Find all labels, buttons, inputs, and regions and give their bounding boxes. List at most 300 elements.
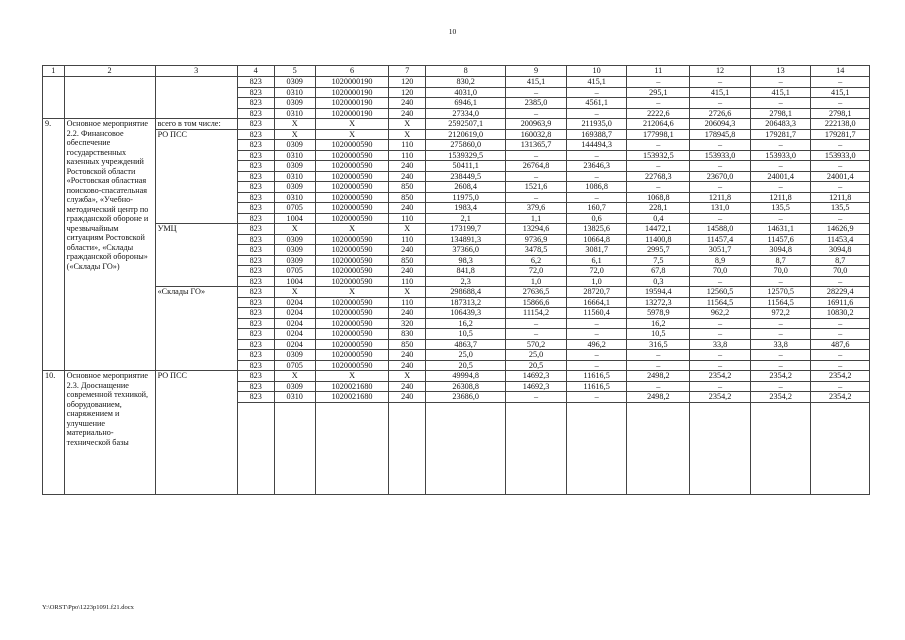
cell-col-12: 23670,0 [690,171,751,182]
cell-col-13: 972,2 [750,308,811,319]
cell-col-6: 1020000590 [315,266,389,277]
cell-col-5: 0204 [274,308,315,319]
cell-col-4: 823 [237,308,274,319]
cell-col-10: 211935,0 [566,119,627,130]
cell-col-12: – [690,276,751,287]
cell-col-7: 240 [389,171,426,182]
cell-col-13: – [750,360,811,371]
cell-col-14: 28229,4 [811,287,870,298]
cell-col-5: Х [274,119,315,130]
cell-col-11: 67,8 [627,266,690,277]
continued-name-cell [64,77,155,119]
cell-col-9: 14692,3 [506,371,567,382]
cell-col-9: 26764,8 [506,161,567,172]
cell-col-11: 10,5 [627,329,690,340]
cell-col-9: – [506,329,567,340]
cell-col-8: 49994,8 [426,371,506,382]
cell-col-9: 570,2 [506,339,567,350]
cell-col-12: 14588,0 [690,224,751,235]
cell-col-4: 823 [237,161,274,172]
cell-col-4: 823 [237,255,274,266]
cell-col-11: 0,4 [627,213,690,224]
cell-col-6: 1020000590 [315,150,389,161]
cell-col-14: 2354,2 [811,371,870,382]
item-number: 10. [43,371,65,495]
table-row [43,371,870,382]
cell-col-8: 841,8 [426,266,506,277]
cell-col-14: 135,5 [811,203,870,214]
cell-col-4: 823 [237,150,274,161]
empty-cell [750,402,811,494]
cell-col-10: 28720,7 [566,287,627,298]
column-number-14: 14 [811,66,870,77]
cell-col-7: Х [389,119,426,130]
cell-col-7: 850 [389,182,426,193]
cell-col-10: – [566,360,627,371]
cell-col-7: 240 [389,308,426,319]
cell-col-10: 1086,8 [566,182,627,193]
cell-col-13: – [750,182,811,193]
empty-cell [274,402,315,494]
cell-col-7: 320 [389,318,426,329]
cell-col-10: 23646,3 [566,161,627,172]
cell-col-4: 823 [237,129,274,140]
cell-col-10: – [566,108,627,119]
cell-col-13: 153933,0 [750,150,811,161]
cell-col-4: 823 [237,182,274,193]
cell-col-4: 823 [237,77,274,88]
cell-col-14: 14626,9 [811,224,870,235]
cell-col-8: 27334,0 [426,108,506,119]
item-name: Основное мероприятие 2.3. Дооснащение современной техникой, оборудованием, снаряжением и улучшение материально-технической базы [64,371,155,495]
cell-col-5: 0705 [274,360,315,371]
cell-col-8: 98,3 [426,255,506,266]
source-label: РО ПСС [155,129,237,224]
cell-col-11: – [627,182,690,193]
cell-col-9: 6,2 [506,255,567,266]
cell-col-8: 2608,4 [426,182,506,193]
cell-col-12: – [690,182,751,193]
cell-col-7: 110 [389,276,426,287]
cell-col-6: 1020000590 [315,182,389,193]
cell-col-12: 8,9 [690,255,751,266]
cell-col-11: – [627,381,690,392]
cell-col-9: – [506,108,567,119]
cell-col-5: Х [274,129,315,140]
cell-col-14: – [811,329,870,340]
cell-col-10: 160,7 [566,203,627,214]
cell-col-6: 1020000590 [315,203,389,214]
cell-col-13: – [750,77,811,88]
cell-col-7: 110 [389,234,426,245]
cell-col-5: 0309 [274,140,315,151]
cell-col-13: – [750,318,811,329]
cell-col-11: 0,3 [627,276,690,287]
cell-col-14: – [811,182,870,193]
cell-col-13: 206483,3 [750,119,811,130]
cell-col-12: 1211,8 [690,192,751,203]
cell-col-6: Х [315,371,389,382]
cell-col-10: – [566,192,627,203]
cell-col-9: – [506,87,567,98]
cell-col-11: 295,1 [627,87,690,98]
cell-col-14: – [811,318,870,329]
cell-col-14: 1211,8 [811,192,870,203]
cell-col-10: – [566,350,627,361]
cell-col-14: – [811,381,870,392]
cell-col-12: – [690,77,751,88]
cell-col-7: 110 [389,140,426,151]
cell-col-5: 0309 [274,255,315,266]
cell-col-7: 830 [389,329,426,340]
item-number: 9. [43,119,65,371]
cell-col-9: 13294,6 [506,224,567,235]
table-row [43,287,870,298]
cell-col-11: 1068,8 [627,192,690,203]
column-number-8: 8 [426,66,506,77]
cell-col-11: 16,2 [627,318,690,329]
cell-col-11: 22768,3 [627,171,690,182]
cell-col-7: 240 [389,203,426,214]
cell-col-13: 12570,5 [750,287,811,298]
cell-col-12: – [690,360,751,371]
cell-col-12: 11457,4 [690,234,751,245]
cell-col-8: 10,5 [426,329,506,340]
cell-col-9: 15866,6 [506,297,567,308]
cell-col-10: 4561,1 [566,98,627,109]
cell-col-4: 823 [237,245,274,256]
cell-col-6: Х [315,129,389,140]
cell-col-6: 1020000590 [315,192,389,203]
source-label-total: всего в том числе: [155,119,237,130]
cell-col-9: 9736,9 [506,234,567,245]
cell-col-11: 13272,3 [627,297,690,308]
cell-col-4: 823 [237,297,274,308]
cell-col-11: 5978,9 [627,308,690,319]
cell-col-9: 11154,2 [506,308,567,319]
cell-col-12: – [690,350,751,361]
cell-col-5: 0204 [274,339,315,350]
column-number-5: 5 [274,66,315,77]
cell-col-4: 823 [237,360,274,371]
cell-col-9: – [506,192,567,203]
cell-col-12: 415,1 [690,87,751,98]
empty-cell [389,402,426,494]
cell-col-11: – [627,98,690,109]
column-number-11: 11 [627,66,690,77]
cell-col-6: 1020000590 [315,308,389,319]
cell-col-13: 70,0 [750,266,811,277]
cell-col-8: 11975,0 [426,192,506,203]
cell-col-12: – [690,318,751,329]
cell-col-13: – [750,98,811,109]
cell-col-4: 823 [237,318,274,329]
cell-col-13: 415,1 [750,87,811,98]
cell-col-13: – [750,381,811,392]
cell-col-5: 0705 [274,203,315,214]
cell-col-4: 823 [237,98,274,109]
cell-col-7: 240 [389,161,426,172]
column-number-9: 9 [506,66,567,77]
cell-col-6: 1020000590 [315,161,389,172]
column-number-3: 3 [155,66,237,77]
cell-col-6: 1020000190 [315,87,389,98]
cell-col-10: 169388,7 [566,129,627,140]
cell-col-13: 11457,6 [750,234,811,245]
cell-col-12: – [690,140,751,151]
column-number-1: 1 [43,66,65,77]
cell-col-14: 3094,8 [811,245,870,256]
cell-col-14: 70,0 [811,266,870,277]
cell-col-12: 11564,5 [690,297,751,308]
cell-col-6: Х [315,119,389,130]
cell-col-7: 110 [389,297,426,308]
cell-col-8: 16,2 [426,318,506,329]
cell-col-14: 8,7 [811,255,870,266]
cell-col-7: 240 [389,381,426,392]
cell-col-9: 2385,0 [506,98,567,109]
cell-col-8: 298688,4 [426,287,506,298]
cell-col-5: 0204 [274,329,315,340]
cell-col-8: 1539329,5 [426,150,506,161]
cell-col-6: Х [315,287,389,298]
continued-source-cell [155,77,237,119]
cell-col-9: – [506,171,567,182]
cell-col-4: 823 [237,371,274,382]
cell-col-10: 496,2 [566,339,627,350]
cell-col-12: 2354,2 [690,371,751,382]
cell-col-4: 823 [237,234,274,245]
empty-cell [315,402,389,494]
cell-col-7: 850 [389,339,426,350]
file-path-footer: Y:\ORST\Ppo\1223p1091.f21.docx [42,604,134,611]
cell-col-11: 153932,5 [627,150,690,161]
cell-col-8: 1983,4 [426,203,506,214]
cell-col-11: 2498,2 [627,371,690,382]
cell-col-4: 823 [237,171,274,182]
cell-col-8: 2,3 [426,276,506,287]
cell-col-7: 240 [389,108,426,119]
empty-cell [690,402,751,494]
cell-col-14: 222138,0 [811,119,870,130]
cell-col-5: 0310 [274,171,315,182]
cell-col-4: 823 [237,140,274,151]
cell-col-13: – [750,161,811,172]
cell-col-5: 0309 [274,234,315,245]
table-row [43,119,870,130]
cell-col-14: – [811,98,870,109]
cell-col-6: 1020000590 [315,329,389,340]
cell-col-10: 13825,6 [566,224,627,235]
cell-col-6: 1020000590 [315,171,389,182]
cell-col-8: 106439,3 [426,308,506,319]
cell-col-8: 26308,8 [426,381,506,392]
cell-col-7: 240 [389,98,426,109]
cell-col-14: 24001,4 [811,171,870,182]
cell-col-6: 1020000590 [315,245,389,256]
cell-col-7: 240 [389,392,426,403]
cell-col-12: 153933,0 [690,150,751,161]
cell-col-13: 14631,1 [750,224,811,235]
empty-cell [237,402,274,494]
item-name: Основное мероприятие 2.2. Финансовое обеспечение государственных казенных учреждений Ростовской области «Ростовская областная поисково-спасательная служба», «Учебно-методический центр по гражданской обороне и чрезвычайным ситуациям Ростовской области», «Склады гражданской обороны» («Склады ГО») [64,119,155,371]
cell-col-8: 238449,5 [426,171,506,182]
cell-col-12: 33,8 [690,339,751,350]
cell-col-9: 415,1 [506,77,567,88]
cell-col-4: 823 [237,339,274,350]
cell-col-13: 135,5 [750,203,811,214]
cell-col-7: 120 [389,77,426,88]
cell-col-5: 0309 [274,245,315,256]
column-number-row [43,66,870,77]
cell-col-4: 823 [237,276,274,287]
cell-col-9: 14692,3 [506,381,567,392]
cell-col-9: 200963,9 [506,119,567,130]
cell-col-12: 12560,5 [690,287,751,298]
cell-col-14: 2798,1 [811,108,870,119]
cell-col-7: 110 [389,213,426,224]
cell-col-6: 1020000190 [315,77,389,88]
cell-col-10: – [566,329,627,340]
cell-col-5: 0204 [274,318,315,329]
cell-col-6: 1020000590 [315,276,389,287]
column-number-2: 2 [64,66,155,77]
cell-col-13: 179281,7 [750,129,811,140]
cell-col-4: 823 [237,381,274,392]
cell-col-5: 0309 [274,350,315,361]
source-label: «Склады ГО» [155,287,237,371]
cell-col-11: – [627,140,690,151]
cell-col-6: 1020021680 [315,381,389,392]
continued-num-cell [43,77,65,119]
empty-cell [811,402,870,494]
cell-col-4: 823 [237,392,274,403]
table-row [43,129,870,140]
cell-col-8: 2592507,1 [426,119,506,130]
cell-col-9: – [506,318,567,329]
table-row [43,224,870,235]
cell-col-6: 1020000190 [315,98,389,109]
cell-col-6: 1020000590 [315,339,389,350]
cell-col-10: 11616,5 [566,371,627,382]
cell-col-14: 179281,7 [811,129,870,140]
cell-col-13: – [750,213,811,224]
cell-col-10: – [566,318,627,329]
column-number-7: 7 [389,66,426,77]
cell-col-9: 379,6 [506,203,567,214]
cell-col-14: – [811,276,870,287]
cell-col-12: – [690,381,751,392]
cell-col-7: Х [389,224,426,235]
cell-col-9: – [506,392,567,403]
source-label: УМЦ [155,224,237,287]
cell-col-5: Х [274,224,315,235]
cell-col-10: 1,0 [566,276,627,287]
cell-col-10: – [566,150,627,161]
cell-col-10: 11560,4 [566,308,627,319]
cell-col-10: 3081,7 [566,245,627,256]
cell-col-9: 3478,5 [506,245,567,256]
cell-col-8: 4863,7 [426,339,506,350]
cell-col-8: 50411,1 [426,161,506,172]
cell-col-10: 11616,5 [566,381,627,392]
cell-col-7: 240 [389,266,426,277]
cell-col-14: – [811,350,870,361]
cell-col-11: 2222,6 [627,108,690,119]
cell-col-11: 2498,2 [627,392,690,403]
cell-col-6: 1020000590 [315,318,389,329]
cell-col-5: 0309 [274,381,315,392]
cell-col-5: Х [274,371,315,382]
cell-col-13: 24001,4 [750,171,811,182]
empty-cell [627,402,690,494]
cell-col-13: – [750,350,811,361]
cell-col-9: 20,5 [506,360,567,371]
cell-col-7: 240 [389,245,426,256]
cell-col-5: 0310 [274,87,315,98]
column-number-13: 13 [750,66,811,77]
cell-col-11: 19594,4 [627,287,690,298]
cell-col-5: 0705 [274,266,315,277]
page-number: 10 [448,27,457,36]
cell-col-14: – [811,77,870,88]
cell-col-13: 2354,2 [750,371,811,382]
cell-col-6: 1020000590 [315,360,389,371]
cell-col-6: 1020000190 [315,108,389,119]
cell-col-4: 823 [237,87,274,98]
cell-col-4: 823 [237,287,274,298]
cell-col-7: 120 [389,87,426,98]
cell-col-12: 2354,2 [690,392,751,403]
cell-col-10: – [566,87,627,98]
cell-col-4: 823 [237,119,274,130]
cell-col-7: 240 [389,350,426,361]
cell-col-13: 1211,8 [750,192,811,203]
cell-col-14: 2354,2 [811,392,870,403]
column-number-10: 10 [566,66,627,77]
cell-col-5: Х [274,287,315,298]
cell-col-13: 33,8 [750,339,811,350]
cell-col-4: 823 [237,192,274,203]
cell-col-9: 160032,8 [506,129,567,140]
cell-col-8: 830,2 [426,77,506,88]
empty-cell [506,402,567,494]
cell-col-5: 0309 [274,182,315,193]
cell-col-9: – [506,150,567,161]
cell-col-6: 1020000590 [315,350,389,361]
cell-col-12: – [690,161,751,172]
cell-col-11: 7,5 [627,255,690,266]
cell-col-11: 212064,6 [627,119,690,130]
cell-col-14: 415,1 [811,87,870,98]
cell-col-5: 1004 [274,276,315,287]
cell-col-4: 823 [237,266,274,277]
cell-col-9: 27636,5 [506,287,567,298]
cell-col-12: 2726,6 [690,108,751,119]
cell-col-13: – [750,329,811,340]
cell-col-11: 2995,7 [627,245,690,256]
table-body [43,77,870,495]
cell-col-8: 2120619,0 [426,129,506,140]
cell-col-11: 14472,1 [627,224,690,235]
column-number-4: 4 [237,66,274,77]
column-number-6: 6 [315,66,389,77]
cell-col-4: 823 [237,329,274,340]
cell-col-7: 110 [389,150,426,161]
cell-col-11: 177998,1 [627,129,690,140]
cell-col-10: 10664,8 [566,234,627,245]
cell-col-10: – [566,171,627,182]
